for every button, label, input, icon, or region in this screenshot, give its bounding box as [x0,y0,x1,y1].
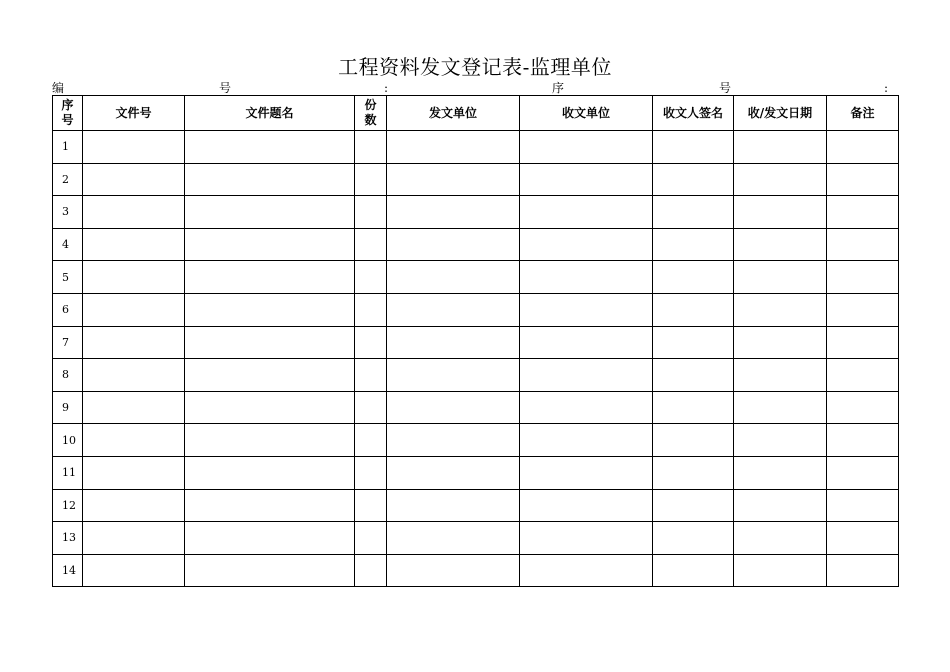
copies-cell[interactable] [355,359,387,392]
sender-cell[interactable] [387,391,520,424]
receiver-cell[interactable] [520,163,653,196]
remarks-cell[interactable] [827,293,899,326]
seq-colon: : [884,81,889,95]
receiver-sign-cell[interactable] [653,326,734,359]
receiver-cell[interactable] [520,359,653,392]
sender-cell[interactable] [387,326,520,359]
meta-line [0,80,950,96]
header-seq [53,96,83,131]
doc-title-cell[interactable] [185,456,355,489]
date-cell[interactable] [734,293,827,326]
seq-cell: 12 [53,489,83,522]
seq-cell: 7 [53,326,83,359]
date-cell[interactable] [734,326,827,359]
copies-cell[interactable] [355,522,387,555]
copies-cell[interactable] [355,163,387,196]
remarks-cell[interactable] [827,228,899,261]
doc-title-cell[interactable] [185,196,355,229]
seq-cell: 9 [53,391,83,424]
date-cell[interactable] [734,489,827,522]
table-row [53,456,899,489]
code-label-right: 号 [219,81,232,95]
sender-cell[interactable] [387,163,520,196]
receiver-sign-cell[interactable] [653,163,734,196]
seq-cell: 6 [53,293,83,326]
seq-cell: 10 [53,424,83,457]
receiver-cell[interactable] [520,326,653,359]
date-cell[interactable] [734,163,827,196]
doc-title-cell[interactable] [185,359,355,392]
seq-cell: 14 [53,554,83,587]
header-sender: 发文单位 [387,96,520,131]
remarks-cell[interactable] [827,522,899,555]
table-row [53,163,899,196]
copies-cell[interactable] [355,391,387,424]
table-row [53,554,899,587]
doc-no-cell[interactable] [83,456,185,489]
table-row [53,489,899,522]
doc-no-cell[interactable] [83,293,185,326]
sender-cell[interactable] [387,424,520,457]
doc-no-cell[interactable] [83,359,185,392]
sender-cell[interactable] [387,131,520,164]
table-row [53,326,899,359]
doc-no-cell[interactable] [83,424,185,457]
doc-title-cell[interactable] [185,261,355,294]
seq-cell: 3 [53,196,83,229]
doc-no-cell[interactable] [83,261,185,294]
receiver-sign-cell[interactable] [653,456,734,489]
header-receiver-sign: 收文人签名 [653,96,734,131]
remarks-cell[interactable] [827,326,899,359]
header-row [53,96,899,131]
remarks-cell[interactable] [827,261,899,294]
table-row [53,522,899,555]
code-colon: : [384,81,389,95]
doc-title-cell[interactable] [185,228,355,261]
date-cell[interactable] [734,196,827,229]
date-cell[interactable] [734,359,827,392]
remarks-cell[interactable] [827,489,899,522]
copies-cell[interactable] [355,326,387,359]
header-seq-top: 序 [61,98,74,112]
doc-no-cell[interactable] [83,522,185,555]
date-cell[interactable] [734,456,827,489]
receiver-sign-cell[interactable] [653,359,734,392]
receiver-cell[interactable] [520,456,653,489]
receiver-cell[interactable] [520,391,653,424]
document-title: 工程资料发文登记表-监理单位 [338,55,612,79]
header-copies [355,96,387,131]
remarks-cell[interactable] [827,131,899,164]
doc-title-cell[interactable] [185,391,355,424]
seq-cell: 13 [53,522,83,555]
remarks-cell[interactable] [827,163,899,196]
remarks-cell[interactable] [827,554,899,587]
sender-cell[interactable] [387,293,520,326]
seq-cell: 11 [53,456,83,489]
receiver-sign-cell[interactable] [653,196,734,229]
header-remarks: 备注 [827,96,899,131]
table-row [53,293,899,326]
sender-cell[interactable] [387,522,520,555]
date-cell[interactable] [734,228,827,261]
header-doc-no: 文件号 [83,96,185,131]
doc-title-cell[interactable] [185,163,355,196]
copies-cell[interactable] [355,456,387,489]
sender-cell[interactable] [387,489,520,522]
header-copies-top: 份 [364,98,377,112]
doc-no-cell[interactable] [83,326,185,359]
code-label-left: 编 [52,81,65,95]
seq-cell: 8 [53,359,83,392]
date-cell[interactable] [734,391,827,424]
doc-no-cell[interactable] [83,554,185,587]
seq-cell: 1 [53,131,83,164]
table-row [53,228,899,261]
receiver-cell[interactable] [520,489,653,522]
receiver-sign-cell[interactable] [653,293,734,326]
receiver-sign-cell[interactable] [653,391,734,424]
copies-cell[interactable] [355,554,387,587]
receiver-sign-cell[interactable] [653,554,734,587]
sender-cell[interactable] [387,196,520,229]
sender-cell[interactable] [387,359,520,392]
table-row [53,196,899,229]
seq-cell: 4 [53,228,83,261]
receiver-cell[interactable] [520,424,653,457]
date-cell[interactable] [734,424,827,457]
copies-cell[interactable] [355,489,387,522]
doc-no-cell[interactable] [83,131,185,164]
table-row [53,424,899,457]
table-row [53,131,899,164]
seq-cell: 2 [53,163,83,196]
doc-no-cell[interactable] [83,391,185,424]
receiver-cell[interactable] [520,554,653,587]
seq-cell: 5 [53,261,83,294]
receiver-cell[interactable] [520,261,653,294]
remarks-cell[interactable] [827,391,899,424]
receiver-cell[interactable] [520,131,653,164]
remarks-cell[interactable] [827,359,899,392]
remarks-cell[interactable] [827,196,899,229]
doc-title-cell[interactable] [185,131,355,164]
header-date: 收/发文日期 [734,96,827,131]
table-row [53,359,899,392]
receiver-sign-cell[interactable] [653,131,734,164]
copies-cell[interactable] [355,228,387,261]
table-body [53,131,899,587]
date-cell[interactable] [734,554,827,587]
receiver-sign-cell[interactable] [653,424,734,457]
sender-cell[interactable] [387,261,520,294]
doc-title-cell[interactable] [185,489,355,522]
doc-no-cell[interactable] [83,228,185,261]
doc-title-cell[interactable] [185,293,355,326]
header-seq-bottom: 号 [61,113,74,127]
copies-cell[interactable] [355,131,387,164]
date-cell[interactable] [734,261,827,294]
receiver-sign-cell[interactable] [653,489,734,522]
receiver-sign-cell[interactable] [653,228,734,261]
header-copies-bottom: 数 [364,113,377,127]
sender-cell[interactable] [387,228,520,261]
doc-no-cell[interactable] [83,196,185,229]
doc-title-cell[interactable] [185,554,355,587]
date-cell[interactable] [734,522,827,555]
sender-cell[interactable] [387,456,520,489]
header-receiver: 收文单位 [520,96,653,131]
register-table [52,95,899,587]
table-row [53,261,899,294]
doc-no-cell[interactable] [83,489,185,522]
receiver-sign-cell[interactable] [653,261,734,294]
receiver-cell[interactable] [520,293,653,326]
receiver-cell[interactable] [520,228,653,261]
doc-title-cell[interactable] [185,424,355,457]
remarks-cell[interactable] [827,424,899,457]
receiver-cell[interactable] [520,196,653,229]
remarks-cell[interactable] [827,456,899,489]
table-row [53,391,899,424]
copies-cell[interactable] [355,261,387,294]
copies-cell[interactable] [355,424,387,457]
seq-label-right: 号 [719,81,732,95]
date-cell[interactable] [734,131,827,164]
doc-no-cell[interactable] [83,163,185,196]
receiver-cell[interactable] [520,522,653,555]
sender-cell[interactable] [387,554,520,587]
copies-cell[interactable] [355,293,387,326]
doc-title-cell[interactable] [185,326,355,359]
copies-cell[interactable] [355,196,387,229]
receiver-sign-cell[interactable] [653,522,734,555]
seq-label-left: 序 [552,81,565,95]
doc-title-cell[interactable] [185,522,355,555]
header-doc-title: 文件题名 [185,96,355,131]
